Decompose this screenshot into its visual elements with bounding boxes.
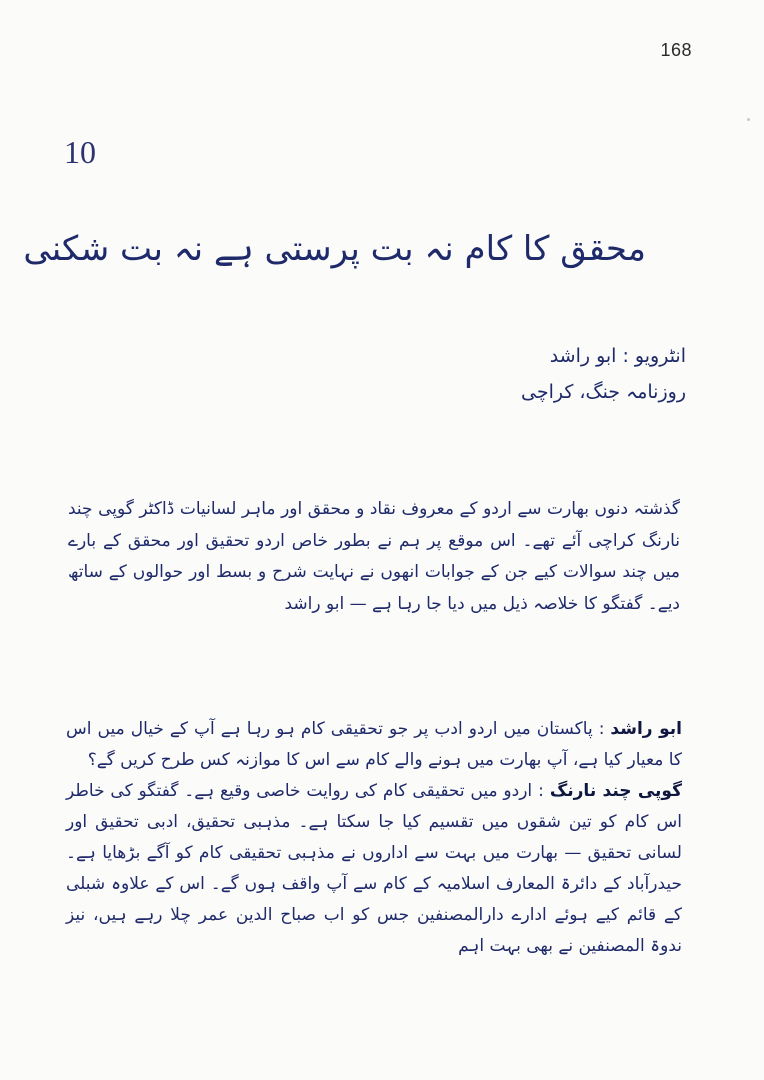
speaker-separator: : — [538, 780, 544, 801]
interviewer-line: انٹرویو : ابو راشد — [549, 345, 686, 367]
dialogue-text: پاکستان میں اردو ادب پر جو تحقیقی کام ہو رہا ہے آپ کے خیال میں اس کا معیار کیا ہے، آپ بھارت میں ہونے والے کام سے اس کا موازنہ کس طرح کریں گے؟ — [66, 719, 682, 770]
dialogue-text: اردو میں تحقیقی کام کی روایت خاصی وقیع ہے۔ گفتگو کی خاطر اس کام کو تین شقوں میں تقسیم کیا جا سکتا ہے۔ مذہبی تحقیق، ادبی تحقیق اور لسانی تحقیق — بھارت میں بہت سے اداروں نے مذہبی تحقیقی کام کو آگے بڑھایا ہے۔ حیدرآباد کے دائرۃ المعارف اسلامیہ کے کام سے آپ واقف ہوں گے۔ اس کے علاوہ شبلی کے قائم کیے ہوئے ادارے دارالمصنفین جس کو اب صباح الدین عمر چلا رہے ہیں، نیز ندوۃ المصنفین نے بھی بہت اہم — [66, 780, 682, 956]
chapter-title: محقق کا کام نہ بت پرستی ہے نہ بت شکنی — [23, 229, 646, 269]
publication-line: روزنامہ جنگ، کراچی — [521, 381, 686, 404]
intro-text: گذشتہ دنوں بھارت سے اردو کے معروف نقاد و محقق اور ماہر لسانیات ڈاکٹر گوپی چند نارنگ کراچی آئے تھے۔ اس موقع پر ہم نے بطور خاص اردو تحقیق اور محقق کے بارے میں چند سوالات کیے جن کے جوابات انھوں نے نہایت شرح و بسط اور حوالوں کے ساتھ دیے۔ گفتگو کا خلاصہ ذیل میں دیا جا رہا ہے — ابو راشد — [68, 499, 680, 614]
speaker-name: گوپی چند نارنگ — [549, 780, 682, 801]
interview-meta — [86, 338, 686, 410]
dialogue-turn-2 — [66, 776, 682, 962]
page-number: 168 — [660, 40, 692, 60]
interview-body — [66, 714, 682, 962]
speaker-separator: : — [598, 719, 605, 739]
paper-speck — [747, 118, 750, 121]
chapter-number: 10 — [64, 134, 96, 170]
speaker-name: ابو راشد — [610, 719, 682, 739]
dialogue-turn-1 — [66, 714, 682, 776]
intro-paragraph — [68, 494, 680, 620]
